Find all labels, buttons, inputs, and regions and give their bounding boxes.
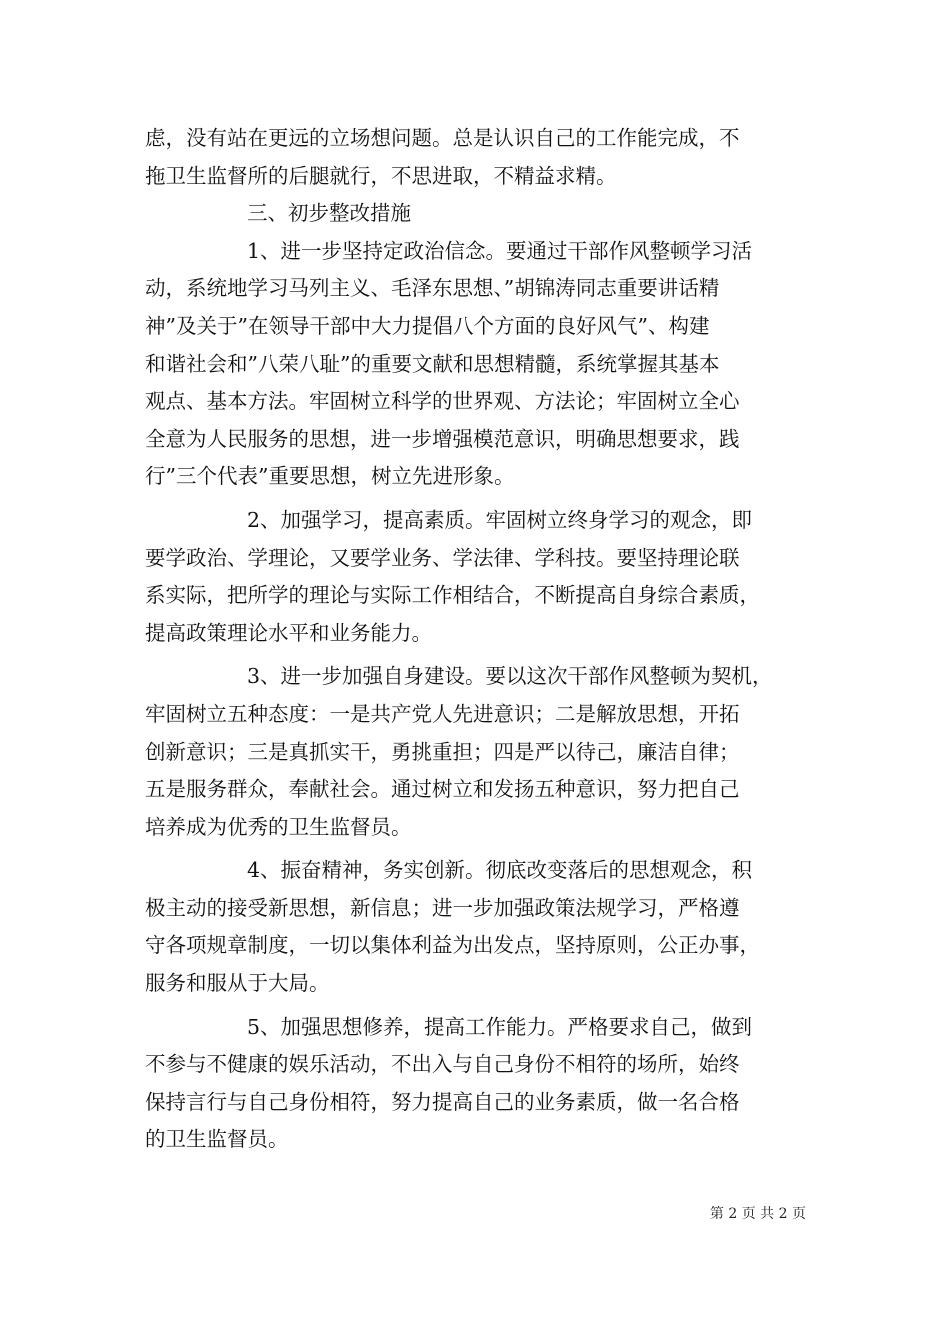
body-line: 要学政治、学理论，又要学业务、学法律、学科技。要坚持理论联 bbox=[145, 545, 740, 570]
body-line: 牢固树立五种态度：一是共产党人先进意识；二是解放思想，开拓 bbox=[145, 701, 740, 726]
paragraph-3-start: 3、进一步加强自身建设。要以这次干部作风整顿为契机， bbox=[247, 664, 773, 689]
paragraph-4-start: 4、振奋精神，务实创新。彻底改变落后的思想观念，积 bbox=[247, 858, 753, 883]
paragraph-5-start: 5、加强思想修养，提高工作能力。严格要求自己，做到 bbox=[247, 1014, 753, 1039]
body-line: 守各项规章制度，一切以集体利益为出发点，坚持原则，公正办事， bbox=[145, 933, 760, 958]
body-line: 虑，没有站在更远的立场想问题。总是认识自己的工作能完成，不 bbox=[145, 126, 740, 150]
body-line: 保持言行与自己身份相符，努力提高自己的业务素质，做一名合格 bbox=[145, 1089, 740, 1114]
body-line: 动，系统地学习马列主义、毛泽东思想、”胡锦涛同志重要讲话精 bbox=[145, 276, 720, 301]
page-number: 第 2 页 共 2 页 bbox=[709, 1206, 806, 1222]
body-line: 不参与不健康的娱乐活动，不出入与自己身份不相符的场所，始终 bbox=[145, 1052, 740, 1077]
body-line: 培养成为优秀的卫生监督员。 bbox=[145, 814, 412, 839]
body-line: 极主动的接受新思想，新信息；进一步加强政策法规学习，严格遵 bbox=[145, 895, 740, 920]
body-line: 提高政策理论水平和业务能力。 bbox=[145, 620, 432, 645]
body-line: 创新意识；三是真抓实干，勇挑重担；四是严以待己，廉洁自律； bbox=[145, 739, 740, 764]
body-line: 观点、基本方法。牢固树立科学的世界观、方法论；牢固树立全心 bbox=[145, 389, 740, 414]
paragraph-2-start: 2、加强学习，提高素质。牢固树立终身学习的观念，即 bbox=[247, 507, 753, 532]
body-line: 全意为人民服务的思想，进一步增强模范意识，明确思想要求，践 bbox=[145, 426, 740, 451]
body-line: 的卫生监督员。 bbox=[145, 1127, 289, 1152]
body-line: 神”及关于”在领导干部中大力提倡八个方面的良好风气”、构建 bbox=[145, 313, 710, 338]
document-body bbox=[145, 120, 805, 1159]
section-heading: 三、初步整改措施 bbox=[247, 201, 411, 226]
paragraph-1-start: 1、进一步坚持定政治信念。要通过干部作风整顿学习活 bbox=[247, 238, 753, 263]
body-line: 拖卫生监督所的后腿就行，不思进取，不精益求精。 bbox=[145, 163, 617, 188]
body-line: 服务和服从于大局。 bbox=[145, 971, 330, 996]
body-line: 行”三个代表”重要思想，树立先进形象。 bbox=[145, 464, 515, 489]
body-line: 和谐社会和”八荣八耻”的重要文献和思想精髓，系统掌握其基本 bbox=[145, 351, 720, 376]
body-line: 系实际，把所学的理论与实际工作相结合，不断提高自身综合素质， bbox=[145, 583, 760, 608]
body-line: 五是服务群众，奉献社会。通过树立和发扬五种意识，努力把自己 bbox=[145, 777, 740, 802]
